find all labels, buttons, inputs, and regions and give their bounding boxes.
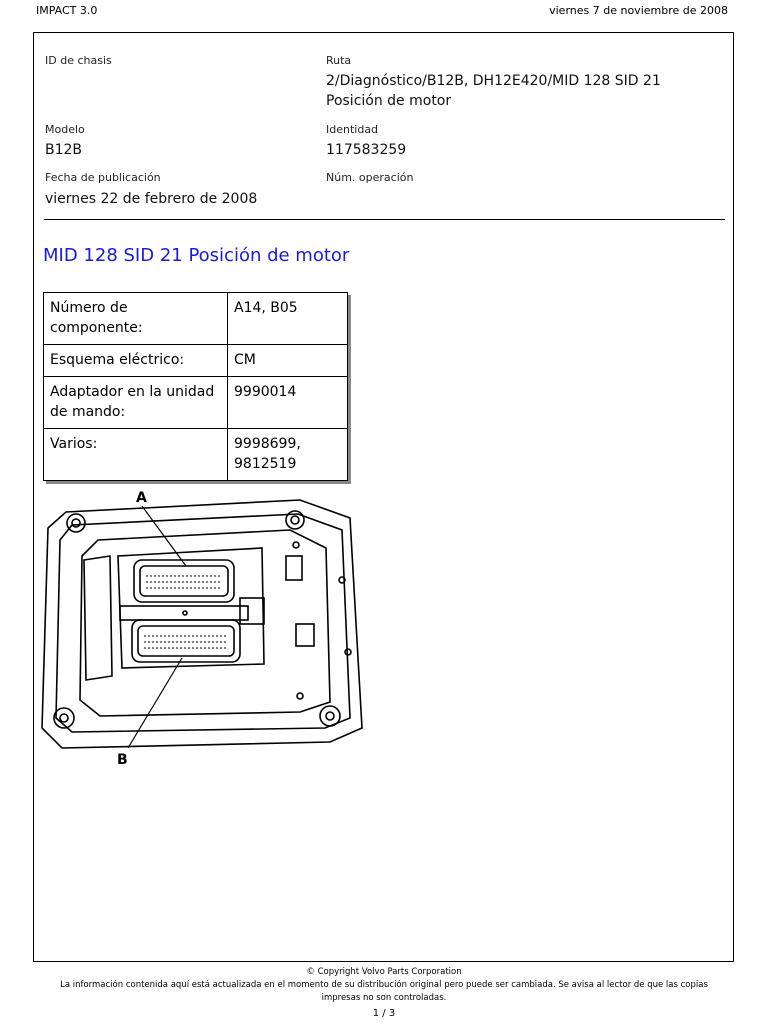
header-divider xyxy=(44,219,725,220)
table-row xyxy=(44,345,348,377)
route-label: Ruta xyxy=(326,54,352,67)
identity-value: 117583259 xyxy=(326,142,407,158)
spec-table xyxy=(43,292,348,481)
document-title: MID 128 SID 21 Posición de motor xyxy=(43,245,350,266)
spec-key: Esquema eléctrico: xyxy=(44,345,228,377)
callout-b: B xyxy=(117,752,128,768)
spec-value: 9998699, 9812519 xyxy=(228,429,348,481)
pubdate-value: viernes 22 de febrero de 2008 xyxy=(45,191,258,207)
spec-key: Varios: xyxy=(44,429,228,481)
control-unit-diagram xyxy=(0,455,380,775)
model-label: Modelo xyxy=(45,123,85,136)
control-unit-illustration xyxy=(42,500,362,748)
pubdate-label: Fecha de publicación xyxy=(45,171,161,184)
callout-a: A xyxy=(136,490,147,506)
route-value: 2/Diagnóstico/B12B, DH12E420/MID 128 SID 21 Posición de motor xyxy=(326,73,661,109)
table-row xyxy=(44,377,348,429)
spec-value: A14, B05 xyxy=(228,293,348,345)
print-date: viernes 7 de noviembre de 2008 xyxy=(549,4,728,17)
spec-key: Número de componente: xyxy=(44,293,228,345)
disclaimer: La información contenida aquí está actualizada en el momento de su distribución original pero puede ser cambiada. Se avisa al lector de que las copias impresas no son controladas. xyxy=(60,980,708,1003)
table-row xyxy=(44,293,348,345)
model-value: B12B xyxy=(45,142,83,158)
opnum-label: Núm. operación xyxy=(326,171,414,184)
page-number: 1 / 3 xyxy=(372,1008,396,1019)
app-name: IMPACT 3.0 xyxy=(36,4,98,17)
chassis-label: ID de chasis xyxy=(45,54,112,67)
spec-key: Adaptador en la unidad de mando: xyxy=(44,377,228,429)
identity-label: Identidad xyxy=(326,123,379,136)
spec-value: CM xyxy=(228,345,348,377)
copyright: © Copyright Volvo Parts Corporation xyxy=(306,967,462,977)
spec-value: 9990014 xyxy=(228,377,348,429)
